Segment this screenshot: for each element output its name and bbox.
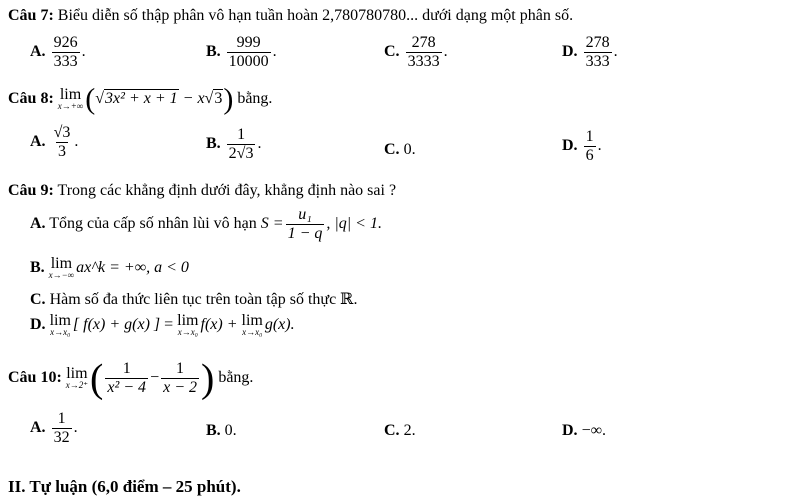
q8-option-b-fraction (227, 126, 256, 163)
q10-option-b (206, 422, 237, 440)
q10-option-a-label: A. (30, 419, 46, 437)
q9-d-limit-2 (177, 314, 198, 337)
q9-option-a (30, 206, 382, 243)
q7-label: Câu 7: (8, 7, 54, 24)
q7-option-a-fraction (52, 34, 80, 71)
q7-option-c-label: C. (384, 43, 400, 61)
q10-a-num: 1 (57, 410, 66, 427)
q8-lim-sub: x→+∞ (57, 100, 84, 111)
q9-stem (8, 181, 396, 201)
q10-f2-den: x − 2 (163, 378, 197, 396)
q9-d-g: g(x). (264, 316, 295, 334)
q9-label: Câu 9: (8, 182, 54, 199)
q10-c-value: 2. (403, 422, 416, 439)
q10-right-paren: ) (201, 355, 215, 401)
q8-d-den: 6 (585, 147, 594, 164)
q10-tail: bằng. (218, 369, 254, 386)
q9-d-label: D. (30, 316, 46, 334)
q8-minus-x: − x (182, 90, 205, 107)
q8-a-den: 3 (57, 143, 66, 160)
q8-option-c-label: C. (384, 141, 400, 158)
q10-option-a: A. $\frac{1}{32}$ . (30, 410, 78, 446)
q7-option-d-fraction (584, 34, 612, 71)
q9-d-lim-sub-3: x→x₀ (242, 327, 263, 337)
q10-b-value: 0. (224, 422, 237, 439)
q7-option-b-label: B. (206, 43, 221, 61)
q9-d-lim-sub-2: x→x₀ (177, 327, 198, 337)
q7-b-num: 999 (236, 34, 261, 51)
q7-b-den: 10000 (228, 53, 269, 70)
q7-option-a: A. $\frac{926}{333}$ . (30, 34, 86, 70)
q8-option-b: B. $\frac{1}{2√3}$ . (206, 126, 262, 162)
q8-option-a-label: A. (30, 133, 46, 151)
q9-option-d (30, 314, 295, 337)
q9-c-label: C. (30, 291, 46, 308)
q8-option-d-fraction (584, 128, 596, 165)
q7-option-c-fraction (406, 34, 442, 71)
q7-d-num: 278 (585, 34, 610, 51)
q9-d-lim-word-3: lim (241, 312, 263, 329)
section-heading: II. Tự luận (6,0 điểm – 25 phút). (8, 477, 241, 496)
q7-text-a: Biểu diễn số thập phân vô hạn tuần hoàn (57, 7, 319, 24)
q9-a-label: A. (30, 215, 46, 233)
q9-d-lim-word-2: lim (177, 312, 199, 329)
q7-text-b: dưới dạng một phân số. (422, 7, 574, 24)
q10-f1-den: x² − 4 (107, 378, 147, 396)
q8-b-den: 2√3 (228, 145, 254, 162)
q9-b-limit (49, 257, 74, 280)
q9-a-lhs: S = (260, 215, 284, 233)
q7-option-a-label: A. (30, 43, 46, 61)
q10-f2-num: 1 (176, 359, 185, 377)
q8-lim-word: lim (59, 85, 82, 103)
q9-b-formula: ax^k = +∞, a < 0 (76, 259, 189, 277)
q9-a-fraction (286, 206, 325, 243)
q7-number: 2,780780780... (322, 7, 419, 24)
q8-d-num: 1 (585, 128, 594, 145)
q8-label: Câu 8: (8, 90, 54, 107)
q9-d-f: f(x) + (200, 316, 238, 334)
q10-option-b-label: B. (206, 422, 221, 439)
q8-right-paren: ) (223, 82, 234, 116)
q7-a-num: 926 (53, 34, 78, 51)
q9-d-limit-3 (242, 314, 263, 337)
q10-left-paren: ( (90, 355, 104, 401)
q10-option-c (384, 422, 416, 440)
q7-c-den: 3333 (407, 53, 440, 70)
q10-fraction-1 (105, 360, 148, 397)
q10-a-den: 32 (53, 429, 70, 446)
q10-d-value: −∞. (581, 422, 606, 439)
q9-d-lim-word-1: lim (49, 312, 71, 329)
q8-option-c (384, 141, 416, 159)
q10-lim-word: lim (66, 364, 88, 382)
q10-stem: Câu 10: lim x→2⁺ ( $\frac{1}{\text{x² − 4}}$ − $\frac{1}{x - 2}$ ) bằng. (8, 355, 254, 401)
q9-d-limit-1 (50, 314, 71, 337)
q10-label: Câu 10: (8, 369, 62, 386)
q10-fraction-2 (161, 360, 199, 397)
q8-a-num: √3 (53, 124, 71, 141)
q8-tail: bằng. (237, 90, 273, 107)
q10-option-d-label: D. (562, 422, 578, 439)
q8-sqrt3: 3 (214, 90, 223, 107)
q10-f1-num: 1 (122, 359, 131, 377)
q8-limit (57, 85, 84, 111)
q9-option-b (30, 257, 189, 280)
q9-text: Trong các khẳng định dưới đây, khẳng định nào sai ? (57, 182, 397, 199)
q9-b-label: B. (30, 259, 45, 277)
q7-d-den: 333 (585, 53, 610, 70)
q9-a-text: Tổng của cấp số nhân lùi vô hạn (49, 215, 257, 233)
q9-b-lim-word: lim (50, 255, 73, 272)
q9-d-equals: = (164, 316, 178, 334)
q9-d-lim-sub-1: x→x₀ (50, 327, 71, 337)
q7-stem (8, 6, 573, 26)
q9-a-den: 1 − q (287, 225, 323, 242)
q7-a-den: 333 (53, 53, 78, 70)
q7-c-num: 278 (411, 34, 436, 51)
q8-c-value: 0. (403, 141, 416, 158)
q7-option-d-label: D. (562, 43, 578, 61)
q8-option-d-label: D. (562, 137, 578, 155)
q8-option-d: D. $\frac{1}{6}$ . (562, 128, 602, 164)
q8-left-paren: ( (85, 82, 96, 116)
q10-limit (65, 364, 89, 390)
q9-c-text: Hàm số đa thức liên tục trên toàn tập số thực ℝ. (49, 291, 358, 308)
q9-b-lim-sub: x→−∞ (48, 270, 75, 280)
q8-b-num: 1 (237, 126, 246, 143)
q8-stem: Câu 8: lim x→+∞ (√3x² + x + 1 − x√3) bằng. (8, 82, 273, 116)
q10-option-c-label: C. (384, 422, 400, 439)
q7-option-c: C. $\frac{278}{3333}$ . (384, 34, 448, 70)
q7-option-b: B. $\frac{999}{10000}$ . (206, 34, 277, 70)
q9-a-cond: , |q| < 1. (326, 215, 382, 233)
q7-option-b-fraction (227, 34, 271, 71)
q7-option-d: D. $\frac{278}{333}$ . (562, 34, 618, 70)
q8-option-b-label: B. (206, 135, 221, 153)
q9-a-num: u₁ (298, 206, 312, 223)
q9-option-c (30, 289, 357, 309)
q8-option-a: A. $\frac{√3}{3}$ . (30, 124, 79, 160)
q10-lim-sub: x→2⁺ (65, 379, 89, 390)
q8-option-a-fraction (52, 124, 73, 161)
q8-radicand: 3x² + x + 1 (105, 90, 178, 107)
q9-d-inner: [ f(x) + g(x) ] (72, 316, 161, 334)
q10-option-a-fraction (52, 410, 72, 447)
q10-option-d (562, 422, 606, 440)
